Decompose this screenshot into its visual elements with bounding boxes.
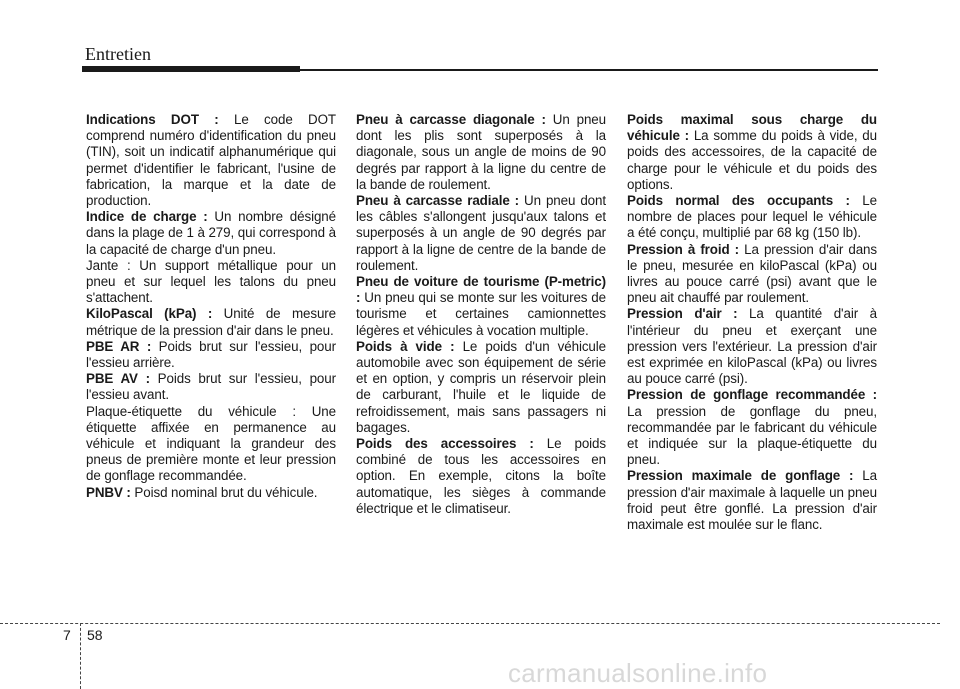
glossary-term: Pression de gonflage recommandée :	[627, 387, 877, 403]
glossary-entry	[86, 112, 336, 209]
glossary-definition: La pression d'air maximale à laquelle un pneu froid peut être gonflé. La pression d'air maximale est moulée sur le flanc.	[627, 468, 877, 533]
footer-rule	[0, 623, 940, 624]
glossary-term: Pneu à carcasse radiale :	[356, 193, 520, 209]
glossary-term: Pression d'air :	[627, 306, 738, 322]
glossary-definition: Plaque-étiquette du véhicule : Une étiquette affixée en permanence au véhicule et indiquant la grandeur des pneus de première monte et leur pression de gonflage recommandée.	[86, 403, 336, 484]
chapter-number: 7	[63, 627, 71, 643]
glossary-entry	[627, 112, 877, 193]
text-column-2	[356, 112, 606, 517]
glossary-definition: Jante : Un support métallique pour un pneu et sur lequel les talons du pneu s'attachent.	[86, 257, 336, 306]
header-rule-thin	[300, 69, 878, 71]
glossary-term: PBE AR :	[86, 338, 152, 354]
glossary-definition: Poids brut sur l'essieu, pour l'essieu arrière.	[86, 338, 336, 371]
glossary-entry	[356, 274, 606, 339]
glossary-term: Poids à vide :	[356, 338, 455, 354]
glossary-definition: Un nombre désigné dans la plage de 1 à 279, qui correspond à la capacité de charge d'un pneu.	[86, 209, 336, 257]
glossary-entry	[627, 468, 877, 533]
glossary-term: Indications DOT :	[86, 112, 219, 127]
glossary-entry	[86, 485, 336, 501]
glossary-definition: Le nombre de places pour lequel le véhicule a été conçu, multiplié par 68 kg (150 lb).	[627, 193, 877, 241]
glossary-entry	[627, 306, 877, 387]
header-rule-thick	[82, 66, 300, 72]
glossary-definition: La somme du poids à vide, du poids des accessoires, de la capacité de charge pour le véhicule et du poids des options.	[627, 128, 877, 192]
glossary-term: Pression maximale de gonflage :	[627, 468, 854, 484]
glossary-definition: Un pneu dont les plis sont superposés à la diagonale, sous un angle de moins de 90 degrés par rapport à la ligne du centre de la bande de roulement.	[356, 112, 606, 192]
glossary-term: Pneu à carcasse diagonale :	[356, 112, 546, 127]
glossary-definition: Le poids d'un véhicule automobile avec son équipement de série et en option, y compris un réservoir plein de carburant, l'huile et le liquide de refroidissement, mais sans passagers ni bagages.	[356, 338, 606, 435]
glossary-entry	[86, 404, 336, 485]
footer-divider	[80, 623, 81, 689]
glossary-definition: Unité de mesure métrique de la pression d'air dans le pneu.	[86, 306, 336, 338]
glossary-term: Poids maximal sous charge du véhicule :	[627, 112, 877, 144]
watermark: carmanualsonline.info	[508, 658, 768, 688]
glossary-entry	[86, 258, 336, 307]
glossary-term: Pneu de voiture de tourisme (P-metric) :	[356, 274, 606, 306]
glossary-entry	[356, 339, 606, 436]
glossary-term: PNBV :	[86, 484, 131, 500]
glossary-definition: Le code DOT comprend numéro d'identification du pneu (TIN), soit un indicatif alphanumérique qui permet d'identifier le fabricant, l'usine de fabrication, la marque et la date de production.	[86, 112, 336, 209]
glossary-entry	[627, 242, 877, 307]
glossary-entry	[86, 339, 336, 371]
glossary-definition: Le poids combiné de tous les accessoires en option. En exemple, citons la boîte automatique, les sièges à commande électrique et le climatiseur.	[356, 436, 606, 516]
glossary-term: Poids des accessoires :	[356, 436, 534, 452]
glossary-entry	[356, 436, 606, 517]
glossary-term: KiloPascal (kPa) :	[86, 306, 213, 322]
glossary-term: Indice de charge :	[86, 209, 208, 225]
text-column-3	[627, 112, 877, 533]
glossary-definition: La pression de gonflage du pneu, recommandée par le fabricant du véhicule et indiquée sur la plaque-étiquette du pneu.	[627, 403, 877, 468]
glossary-term: Pression à froid :	[627, 241, 740, 257]
glossary-definition: Un pneu qui se monte sur les voitures de tourisme et certaines camionnettes légères et véhicules à vocation multiple.	[356, 290, 606, 338]
glossary-definition: Un pneu dont les câbles s'allongent jusqu'aux talons et superposés à un angle de 90 degrés par rapport à la ligne de centre de la bande de roulement.	[356, 193, 606, 273]
glossary-entry	[86, 371, 336, 403]
glossary-definition: La pression d'air dans le pneu, mesurée en kiloPascal (kPa) ou livres au pouce carré (psi) avant que le pneu ait chauffé par roulement.	[627, 241, 877, 306]
glossary-term: PBE AV :	[86, 371, 150, 387]
page-number: 58	[87, 627, 103, 643]
page-header-title: Entretien	[85, 44, 151, 64]
glossary-entry	[86, 209, 336, 258]
glossary-entry	[627, 387, 877, 468]
glossary-definition: Poisd nominal brut du véhicule.	[130, 484, 318, 500]
glossary-entry	[356, 193, 606, 274]
glossary-entry	[86, 306, 336, 338]
glossary-entry	[356, 112, 606, 193]
glossary-term: Poids normal des occupants :	[627, 193, 850, 209]
glossary-entry	[627, 193, 877, 242]
glossary-definition: Poids brut sur l'essieu, pour l'essieu avant.	[86, 371, 336, 403]
glossary-definition: La quantité d'air à l'intérieur du pneu et exerçant une pression vers l'extérieur. La pression d'air est exprimée en kiloPascal (kPa) ou livres au pouce carré (psi).	[627, 306, 877, 387]
text-column-1	[86, 112, 336, 501]
